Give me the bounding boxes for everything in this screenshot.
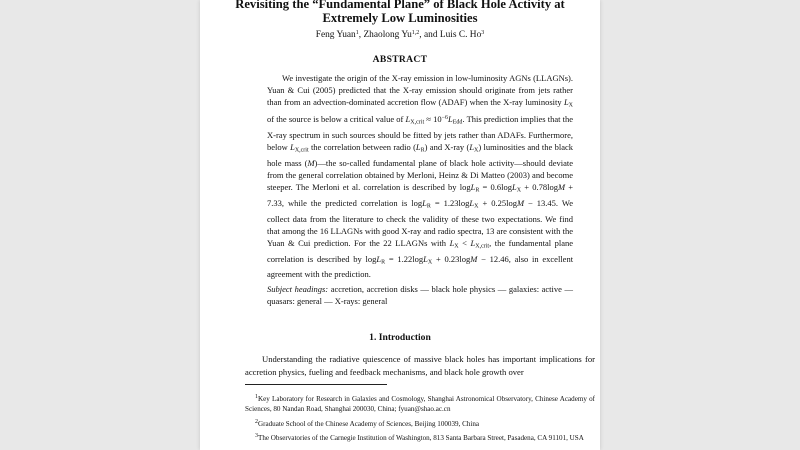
footnote-3: $^3$The Observatories of the Carnegie Institution of Washington, 813 Santa Barbara Street, Pasadena, CA 91101, USA bbox=[255, 433, 584, 442]
footnote-rule bbox=[245, 384, 387, 385]
paper-page bbox=[200, 0, 600, 450]
author-3: and Luis C. Ho bbox=[423, 30, 482, 40]
author-2-affil: 1,2 bbox=[411, 30, 420, 36]
subject-headings-text: accretion, accretion disks — black hole physics — galaxies: active — quasars: general — X-rays: general bbox=[267, 284, 574, 307]
abstract-heading: ABSTRACT bbox=[372, 54, 428, 65]
author-2: Zhaolong Yu bbox=[363, 30, 412, 40]
paper-title-line-1: Revisiting the “Fundamental Plane” of Black Hole Activity at bbox=[235, 0, 565, 11]
section-heading: 1. Introduction bbox=[369, 332, 431, 343]
author-3-affil: 3 bbox=[481, 30, 485, 36]
subject-headings bbox=[267, 283, 573, 307]
abstract-body: We investigate the origin of the X-ray emission in low-luminosity AGNs (LLAGNs). Yuan & Cui (2005) predicted that the X-ray emission should originate from jets rather than from an advection-dominated accretion flow (ADAF) when the X-ray luminosity $L_X$ of the source is below a critical value of $L_{X,crit} \approx 10^{-6}L_{Edd}$. This prediction implies that the X-ray spectrum in such sources should be fitted by jets rather than ADAFs. Furthermore, below $L_{X,crit}$ the correlation between radio $(L_R)$ and X-ray $(L_X)$ luminosities and the black hole mass (M)—the so-called fundamental plane of black hole activity—should deviate from the general correlation obtained by Merloni, Heinz & Di Matteo (2003) and become steeper. The Merloni et al. correlation is described by logL$_R$ = 0.6logL$_X$ + 0.78logM + 7.33, while the predicted correlation is logL$_R$ = 1.23logL$_X$ + 0.25logM − 13.45. We collect data from the literature to check the validity of these two expectations. We find that among the 16 LLAGNs with good X-ray and radio spectra, 13 are consistent with the Yuan & Cui prediction. For the 22 LLAGNs with $L_X < L_{X,crit}$, the fundamental plane correlation is described by logL$_R$ = 1.22logL$_X$ + 0.23logM − 12.46, also in excellent agreement with the prediction. bbox=[267, 73, 574, 280]
footnote-2: $^2$Graduate School of the Chinese Academy of Sciences, Beijing 100039, China bbox=[255, 419, 480, 428]
subject-headings-label: Subject headings: bbox=[267, 284, 329, 294]
author-1: Feng Yuan bbox=[315, 30, 356, 40]
author-1-affil: 1 bbox=[355, 30, 359, 36]
author-list: Feng Yuan$^1$, Zhaolong Yu$^{1,2}$, and Luis C. Ho$^3$ bbox=[315, 30, 485, 40]
paper-title-line-2: Extremely Low Luminosities bbox=[322, 11, 478, 25]
footnote-1: $^1$Key Laboratory for Research in Galaxies and Cosmology, Shanghai Astronomical Observatory, Chinese Academy of Sciences, 80 Nandan Road, Shanghai 200030, China; fyuan@shao.ac.cn bbox=[245, 394, 595, 414]
intro-paragraph: Understanding the radiative quiescence of massive black holes has important implications for accretion physics, fueling and feedback mechanisms, and black hole growth over bbox=[245, 354, 595, 378]
